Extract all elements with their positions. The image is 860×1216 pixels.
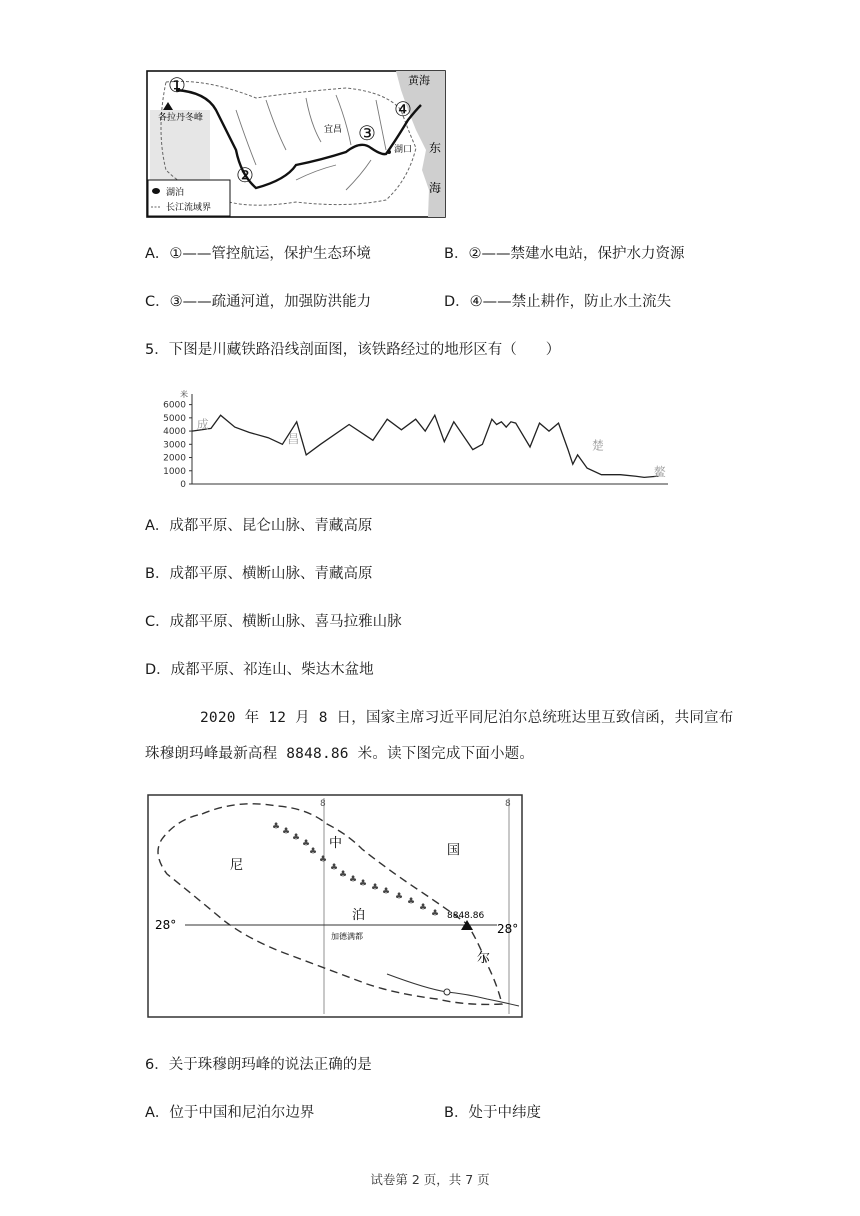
profile-svg bbox=[148, 388, 678, 488]
yangtze-map bbox=[146, 70, 446, 218]
svg-text:♣: ♣ bbox=[419, 903, 428, 913]
svg-text:♣: ♣ bbox=[339, 870, 348, 880]
svg-text:湖泊: 湖泊 bbox=[166, 188, 185, 198]
svg-text:海: 海 bbox=[429, 181, 442, 195]
svg-text:♣: ♣ bbox=[359, 879, 368, 889]
q5-option-d: D．成都平原、祁连山、柴达木盆地 bbox=[145, 662, 374, 678]
passage-line-2: 珠穆朗玛峰最新高程 8848.86 米。读下图完成下面小题。 bbox=[145, 746, 535, 762]
svg-text:加德满都: 加德满都 bbox=[331, 932, 363, 941]
svg-text:8848.86: 8848.86 bbox=[447, 911, 485, 921]
q4-option-c: C．③——疏通河道，加强防洪能力 bbox=[145, 294, 372, 310]
svg-text:④: ④ bbox=[394, 97, 412, 121]
svg-text:♣: ♣ bbox=[309, 847, 318, 857]
q5-stem: 5．下图是川藏铁路沿线剖面图，该铁路经过的地形区有（ ） bbox=[145, 342, 561, 358]
y-tick-label: 2000 bbox=[163, 453, 186, 464]
svg-text:长江流域界: 长江流域界 bbox=[166, 203, 212, 213]
svg-text:28°: 28° bbox=[155, 918, 177, 932]
svg-text:尔: 尔 bbox=[477, 951, 491, 966]
yangtze-map-svg bbox=[146, 70, 446, 218]
q6-option-a: A．位于中国和尼泊尔边界 bbox=[145, 1105, 315, 1121]
svg-text:各拉丹冬峰: 各拉丹冬峰 bbox=[158, 113, 204, 123]
y-tick-label: 0 bbox=[180, 480, 186, 488]
svg-text:♣: ♣ bbox=[349, 875, 358, 885]
q4-option-d: D．④——禁止耕作，防止水土流失 bbox=[444, 294, 672, 310]
passage-line-1: 2020 年 12 月 8 日，国家主席习近平同尼泊尔总统班达里互致信函，共同宣布 bbox=[200, 710, 734, 726]
svg-text:国: 国 bbox=[447, 843, 461, 858]
svg-text:♣: ♣ bbox=[319, 855, 328, 865]
nepal-map bbox=[147, 794, 523, 1018]
place-label: 昌 bbox=[287, 431, 300, 446]
y-axis-unit: 米 bbox=[180, 390, 188, 399]
svg-text:♣: ♣ bbox=[395, 892, 404, 902]
svg-text:宜昌: 宜昌 bbox=[324, 125, 343, 135]
q6-stem: 6．关于珠穆朗玛峰的说法正确的是 bbox=[145, 1057, 372, 1073]
svg-text:♣: ♣ bbox=[272, 822, 281, 832]
q6-option-b: B．处于中纬度 bbox=[444, 1105, 541, 1121]
svg-text:中: 中 bbox=[329, 836, 343, 851]
svg-text:♣: ♣ bbox=[330, 863, 339, 873]
svg-text:♣: ♣ bbox=[382, 887, 391, 897]
page-footer: 试卷第 2 页，共 7 页 bbox=[370, 1172, 490, 1187]
svg-text:②: ② bbox=[236, 163, 254, 187]
svg-text:①: ① bbox=[168, 73, 186, 97]
nepal-map-svg bbox=[147, 794, 523, 1018]
svg-text:♣: ♣ bbox=[371, 883, 380, 893]
place-label: 成 bbox=[196, 417, 209, 432]
q5-option-b: B．成都平原、横断山脉、青藏高原 bbox=[145, 566, 373, 582]
y-tick-label: 4000 bbox=[163, 427, 186, 438]
svg-text:♣: ♣ bbox=[431, 909, 440, 919]
svg-text:泊: 泊 bbox=[352, 908, 366, 923]
place-label: 鳌 bbox=[653, 465, 666, 480]
railway-profile-chart bbox=[148, 388, 678, 488]
svg-text:♣: ♣ bbox=[282, 827, 291, 837]
y-tick-label: 1000 bbox=[163, 466, 186, 477]
y-tick-label: 6000 bbox=[163, 400, 186, 411]
svg-text:♣: ♣ bbox=[292, 833, 301, 843]
q5-option-a: A．成都平原、昆仑山脉、青藏高原 bbox=[145, 518, 373, 534]
place-label: 楚 bbox=[591, 438, 604, 453]
y-tick-label: 5000 bbox=[163, 413, 186, 424]
q5-option-c: C．成都平原、横断山脉、喜马拉雅山脉 bbox=[145, 614, 402, 630]
svg-text:尼: 尼 bbox=[230, 858, 244, 873]
y-tick-label: 3000 bbox=[163, 440, 186, 451]
svg-text:湖口: 湖口 bbox=[394, 145, 413, 155]
svg-text:东: 东 bbox=[429, 141, 442, 155]
q4-option-a: A．①——管控航运，保护生态环境 bbox=[145, 246, 371, 262]
elevation-profile-line bbox=[192, 415, 659, 477]
svg-text:28°: 28° bbox=[497, 922, 519, 936]
svg-text:③: ③ bbox=[358, 121, 376, 145]
q4-option-b: B．②——禁建水电站，保护水力资源 bbox=[444, 246, 685, 262]
svg-text:♣: ♣ bbox=[407, 897, 416, 907]
svg-text:黄海: 黄海 bbox=[408, 74, 430, 87]
svg-text:8: 8 bbox=[505, 799, 511, 809]
svg-text:8: 8 bbox=[320, 799, 326, 809]
svg-text:♣: ♣ bbox=[302, 839, 311, 849]
